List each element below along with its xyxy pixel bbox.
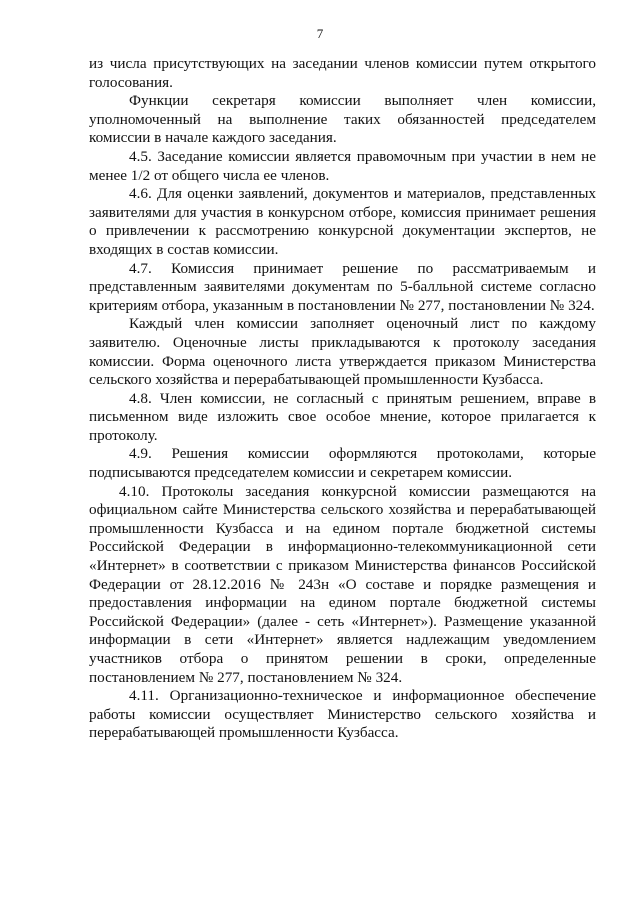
paragraph-4-11: 4.11. Организационно-техническое и информационное обеспечение работы комиссии осуществляет Министерство сельского хозяйства и перерабатывающей промышленности Кузбасса.	[89, 687, 596, 742]
paragraph-continuation: из числа присутствующих на заседании членов комиссии путем открытого голосования.	[89, 55, 596, 91]
paragraph-4-6: 4.6. Для оценки заявлений, документов и материалов, представленных заявителями для участия в конкурсном отборе, комиссия принимает решения о привлечении к рассмотрению конкурсной документации экспертов, не входящих в состав комиссии.	[89, 185, 596, 258]
document-body	[89, 55, 596, 743]
page-number: 7	[316, 26, 324, 41]
paragraph-4-9: 4.9. Решения комиссии оформляются протоколами, которые подписываются председателем комиссии и секретарем комиссии.	[89, 445, 596, 482]
paragraph-evaluation-sheet: Каждый член комиссии заполняет оценочный лист по каждому заявителю. Оценочные листы прикладываются к протоколу заседания комиссии. Форма оценочного листа утверждается приказом Министерства сельского хозяйства и перерабатывающей промышленности Кузбасса.	[89, 315, 596, 389]
paragraph-4-5: 4.5. Заседание комиссии является правомочным при участии в нем не менее 1/2 от общего числа ее членов.	[89, 147, 596, 184]
paragraph-4-8: 4.8. Член комиссии, не согласный с принятым решением, вправе в письменном виде изложить свое особое мнение, которое прилагается к протоколу.	[89, 389, 596, 444]
paragraph-4-10: 4.10. Протоколы заседания конкурсной комиссии размещаются на официальном сайте Министерства сельского хозяйства и перерабатывающей промышленности Кузбасса и на едином портале бюджетной системы Российской Федерации в информационно-телекоммуникационной сети «Интернет» в соответствии с приказом Министерства финансов Российской Федерации от 28.12.2016 № 243н «О составе и порядке размещения и предоставления информации на едином портале бюджетной системы Российской Федерации» (далее - сеть «Интернет»). Размещение указанной информации в сети «Интернет» является надлежащим уведомлением участников отбора о принятом решении в сроки, определенные постановлением № 277, постановлением № 324.	[89, 482, 596, 686]
paragraph-4-7: 4.7. Комиссия принимает решение по рассматриваемым и представленным заявителями документам по 5-балльной системе согласно критериям отбора, указанным в постановлении № 277, постановлении № 324.	[89, 259, 596, 314]
paragraph-secretary-functions: Функции секретаря комиссии выполняет член комиссии, уполномоченный на выполнение таких обязанностей председателем комиссии в начале каждого заседания.	[89, 92, 596, 147]
